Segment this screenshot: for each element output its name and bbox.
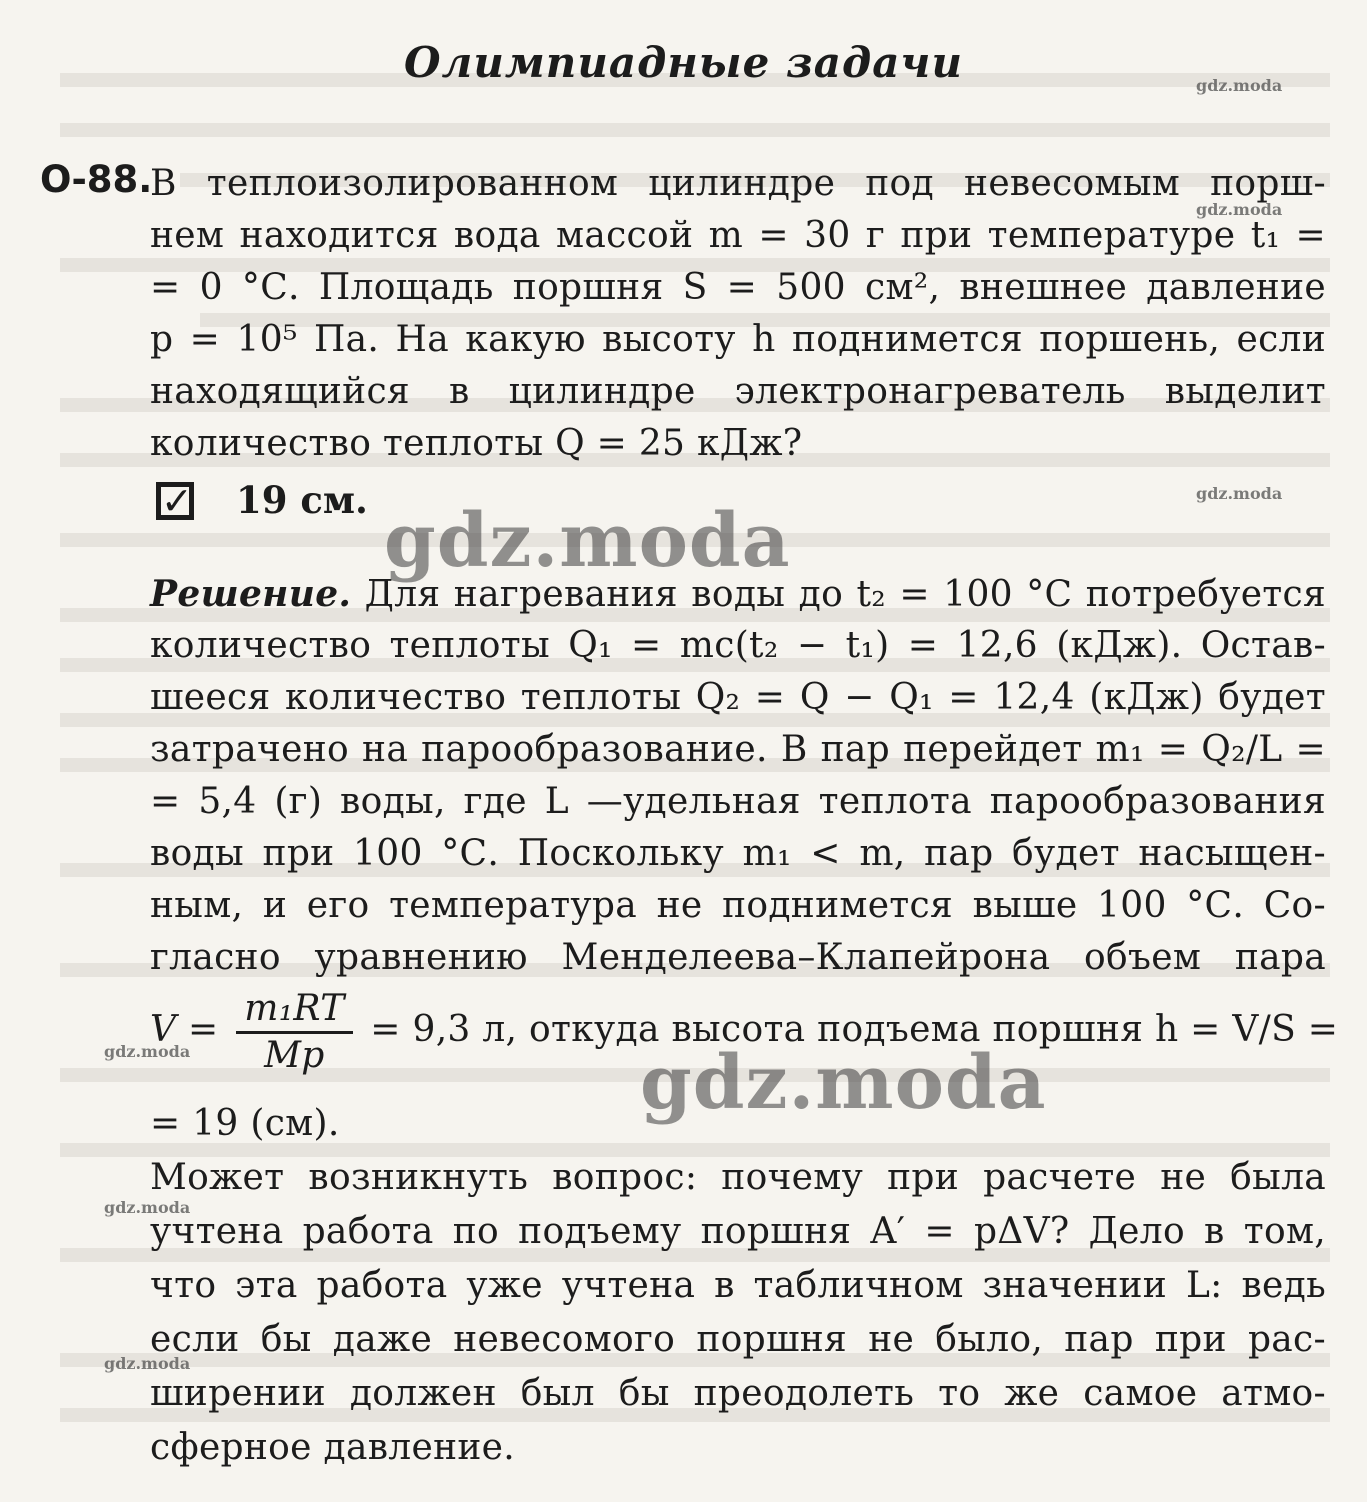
watermark-large: gdz.moda (384, 498, 791, 584)
problem-line: = 0 °С. Площадь поршня S = 500 см², внешнее давление (150, 267, 1326, 308)
watermark-small: gdz.moda (104, 1042, 191, 1061)
remark-line: Может возникнуть вопрос: почему при расчете не была (150, 1157, 1326, 1198)
solution-line: затрачено на парообразование. В пар перейдет m₁ = Q₂/L = (150, 729, 1326, 770)
solution-last-line: = 19 (см). (150, 1103, 340, 1144)
formula-fraction (236, 987, 352, 1078)
formula-numerator: m₁RT (236, 987, 352, 1034)
problem-line: p = 10⁵ Па. На какую высоту h поднимется поршень, если (150, 319, 1326, 360)
problem-line: нем находится вода массой m = 30 г при температуре t₁ = (150, 215, 1326, 256)
watermark-small: gdz.moda (104, 1198, 191, 1217)
solution-line: воды при 100 °С. Поскольку m₁ < m, пар будет насыщен- (150, 833, 1326, 874)
solution-line: количество теплоты Q₁ = mc(t₂ − t₁) = 12,6 (кДж). Остав- (150, 625, 1326, 666)
remark-line: учтена работа по подъему поршня A′ = pΔV? Дело в том, (150, 1211, 1326, 1252)
solution-label: Решение. (150, 573, 352, 615)
formula-lhs: V = (150, 1009, 219, 1050)
problem-line: В теплоизолированном цилиндре под невесомым порш- (150, 163, 1326, 204)
solution-line: = 5,4 (г) воды, где L —удельная теплота парообразования (150, 781, 1326, 822)
solution-line: шееся количество теплоты Q₂ = Q − Q₁ = 12,4 (кДж) будет (150, 677, 1326, 718)
solution-first-line-text: Для нагревания воды до t₂ = 100 °С потребуется (364, 574, 1326, 615)
formula-rest: = 9,3 л, откуда высота подъема поршня h = V/S = (370, 1009, 1339, 1050)
solution-line: ным, и его температура не поднимется выше 100 °С. Со- (150, 885, 1326, 926)
solution-line: гласно уравнению Менделеева–Клапейрона объем пара (150, 937, 1326, 978)
formula-denominator: Mp (264, 1034, 325, 1076)
watermark-small: gdz.moda (1196, 484, 1283, 503)
watermark-large: gdz.moda (640, 1040, 1047, 1126)
remark-line: ширении должен был бы преодолеть то же самое атмо- (150, 1373, 1326, 1414)
watermark-small: gdz.moda (1196, 76, 1283, 95)
checkbox-checked-icon: ✓ (156, 482, 194, 520)
remark-line: если бы даже невесомого поршня не было, пар при рас- (150, 1319, 1326, 1360)
answer-text: 19 см. (236, 478, 368, 522)
remark-line: сферное давление. (150, 1427, 516, 1468)
section-title: Олимпиадные задачи (404, 38, 963, 87)
watermark-small: gdz.moda (104, 1354, 191, 1373)
remark-line: что эта работа уже учтена в табличном значении L: ведь (150, 1265, 1326, 1306)
watermark-small: gdz.moda (1196, 200, 1283, 219)
problem-number: О-88. (40, 158, 153, 201)
problem-line: количество теплоты Q = 25 кДж? (150, 423, 803, 464)
problem-line: находящийся в цилиндре электронагреватель выделит (150, 371, 1326, 412)
